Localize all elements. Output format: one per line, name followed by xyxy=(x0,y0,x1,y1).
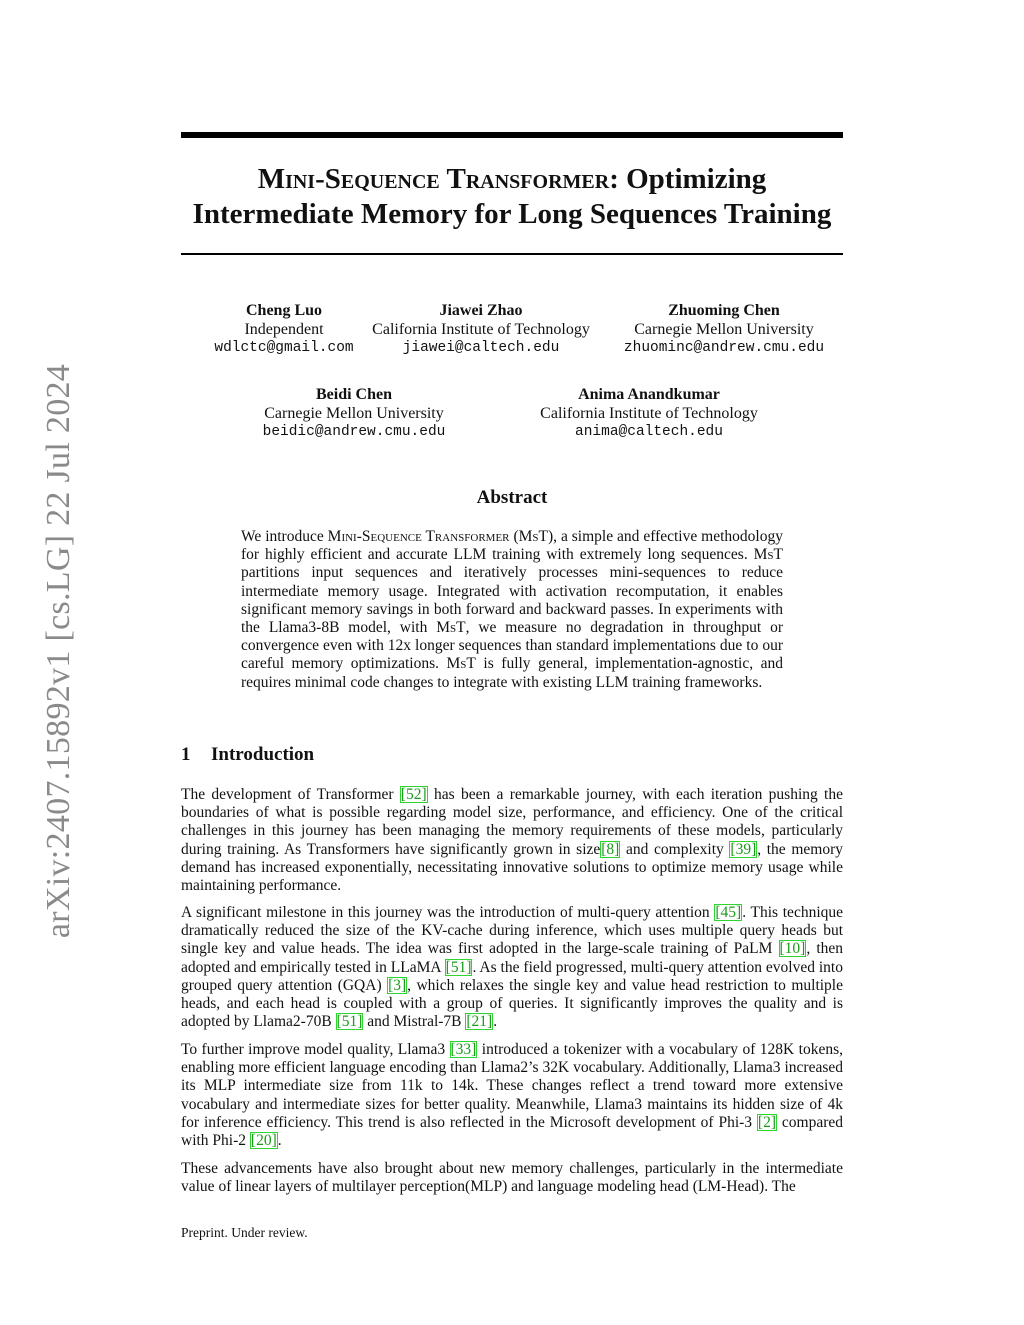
title-line1-rest: : Optimizing xyxy=(609,163,767,195)
author-block xyxy=(614,301,834,358)
citation-link[interactable]: [52] xyxy=(400,786,427,803)
method-abbrev: MsT xyxy=(518,528,548,545)
citation-link[interactable]: [20] xyxy=(250,1132,277,1150)
author-name: Jiawei Zhao xyxy=(439,302,523,319)
method-abbrev: MsT xyxy=(753,546,783,564)
author-email[interactable]: zhuominc@andrew.cmu.edu xyxy=(623,340,825,356)
paragraph-text: , the memory demand has increased exponentially, necessitating innovative solutions to optimize memory usage while maintaining performance. xyxy=(181,840,843,895)
paper-title xyxy=(181,162,843,232)
title-bottom-rule xyxy=(181,253,843,255)
paragraph-text: To further improve model quality, Llama3 xyxy=(181,1041,450,1058)
author-email[interactable]: anima@caltech.edu xyxy=(575,424,723,440)
paragraph-text: . xyxy=(277,1132,282,1150)
intro-paragraph xyxy=(181,904,843,1031)
author-affiliation: California Institute of Technology xyxy=(540,405,758,422)
author-block xyxy=(361,301,601,358)
author-affiliation: California Institute of Technology xyxy=(372,321,590,338)
author-email[interactable]: beidic@andrew.cmu.edu xyxy=(262,424,446,440)
citation-link[interactable]: [39] xyxy=(730,840,757,858)
method-abbrev: MsT xyxy=(446,655,476,673)
intro-paragraph xyxy=(181,1160,843,1196)
abstract-heading: Abstract xyxy=(476,487,548,508)
citation-link[interactable]: [33] xyxy=(450,1041,477,1058)
title-line2: Intermediate Memory for Long Sequences Training xyxy=(192,198,832,230)
paragraph-text: . As the field progressed, multi-query attention evolved into grouped query attention (GQA) xyxy=(181,958,843,994)
author-email[interactable]: jiawei@caltech.edu xyxy=(402,340,560,356)
footer-note: Preprint. Under review. xyxy=(181,1225,308,1240)
author-name: Zhuoming Chen xyxy=(668,302,780,319)
intro-paragraph xyxy=(181,786,843,895)
citation-link[interactable]: [10] xyxy=(779,940,806,958)
paragraph-text: . xyxy=(493,1013,498,1031)
citation-link[interactable]: [8] xyxy=(601,840,620,858)
paragraph-text: compared with Phi-2 xyxy=(181,1113,843,1150)
citation-link[interactable]: [51] xyxy=(445,958,472,976)
arxiv-stamp: arXiv:2407.15892v1 [cs.LG] 22 Jul 2024 xyxy=(40,363,77,939)
paragraph-text: introduced a tokenizer with a vocabulary of 128K tokens, enabling more efficient language encoding than Llama2’s 32K vocabulary. Additionally, Llama3 increased its MLP intermediate size from 11k to 14k. These changes reflect a trend toward more extensive vocabulary and intermediate sizes for better quality. Meanwhile, Llama3 maintains its hidden size of 4k for inference efficiency. This trend is also reflected in the Microsoft development of Phi-3 xyxy=(181,1041,843,1131)
method-name: Mini-Sequence Transformer xyxy=(327,528,510,545)
paragraph-text: and complexity xyxy=(620,840,730,858)
abstract-text: , we measure no degradation in throughput or convergence even with 12x longer sequences than standard implementations due to our careful memory optimizations. xyxy=(241,619,783,673)
paragraph-text: and Mistral-7B xyxy=(363,1013,466,1031)
intro-paragraph xyxy=(181,1041,843,1150)
abstract-text: We introduce xyxy=(241,528,328,545)
paragraph-text: , then adopted and empirically tested in LLaMA xyxy=(181,940,843,976)
author-block xyxy=(529,385,769,442)
citation-link[interactable]: [3] xyxy=(388,976,407,994)
author-affiliation: Carnegie Mellon University xyxy=(634,321,814,338)
title-top-rule xyxy=(181,132,843,138)
citation-link[interactable]: [51] xyxy=(336,1013,363,1031)
paragraph-text: , which relaxes the single key and value head restriction to multiple heads, and each head is coupled with a group of queries. It significantly improves the quality and is adopted by Llama2-70B xyxy=(181,976,843,1031)
abstract-text: partitions input sequences and iteratively processes mini-sequences to reduce intermediate memory usage. Integrated with activation recomputation, it enables significant memory savings in both forward and backward passes. In experiments with the Llama3-8B model, with xyxy=(241,564,783,637)
paragraph-text: These advancements have also brought about new memory challenges, particularly in the intermediate value of linear layers of multilayer perception(MLP) and language modeling head (LM-Head). The xyxy=(181,1160,843,1196)
abstract-text: is fully general, implementation-agnostic, and requires minimal code changes to integrate with existing LLM training frameworks. xyxy=(241,655,783,691)
title-method-name: Mini-Sequence Transformer xyxy=(257,163,610,195)
paragraph-text: The development of Transformer xyxy=(181,786,400,803)
author-email[interactable]: wdlctc@gmail.com xyxy=(214,340,354,356)
section-title: Introduction xyxy=(211,744,315,765)
citation-link[interactable]: [21] xyxy=(466,1013,493,1031)
author-name: Beidi Chen xyxy=(315,386,392,403)
abstract-body xyxy=(241,528,783,692)
abstract-text: ( xyxy=(509,528,519,545)
section-heading-introduction xyxy=(181,744,314,766)
paragraph-text: A significant milestone in this journey was the introduction of multi-query attention xyxy=(181,904,715,921)
citation-link[interactable]: [45] xyxy=(715,904,742,921)
author-name: Cheng Luo xyxy=(245,302,323,319)
abstract-text: ), a simple and effective methodology for highly efficient and accurate LLM training with extremely long sequences. xyxy=(241,528,783,564)
author-affiliation: Independent xyxy=(244,321,324,338)
paragraph-text: . This technique dramatically reduced the size of the KV-cache during inference, which uses multiple query heads but single key and value heads. The idea was first adopted in the large-scale training of PaLM xyxy=(181,904,844,958)
method-abbrev: MsT xyxy=(436,619,466,637)
author-block xyxy=(244,385,464,442)
author-block xyxy=(184,301,384,358)
author-name: Anima Anandkumar xyxy=(578,386,720,403)
paragraph-text: has been a remarkable journey, with each iteration pushing the boundaries of what is possible regarding model size, performance, and efficiency. One of the critical challenges in this journey has been managing the memory requirements of these models, particularly during training. As Transformers have significantly grown in size xyxy=(181,786,843,858)
citation-link[interactable]: [2] xyxy=(757,1113,776,1131)
section-number: 1 xyxy=(181,744,191,765)
author-affiliation: Carnegie Mellon University xyxy=(264,405,444,422)
